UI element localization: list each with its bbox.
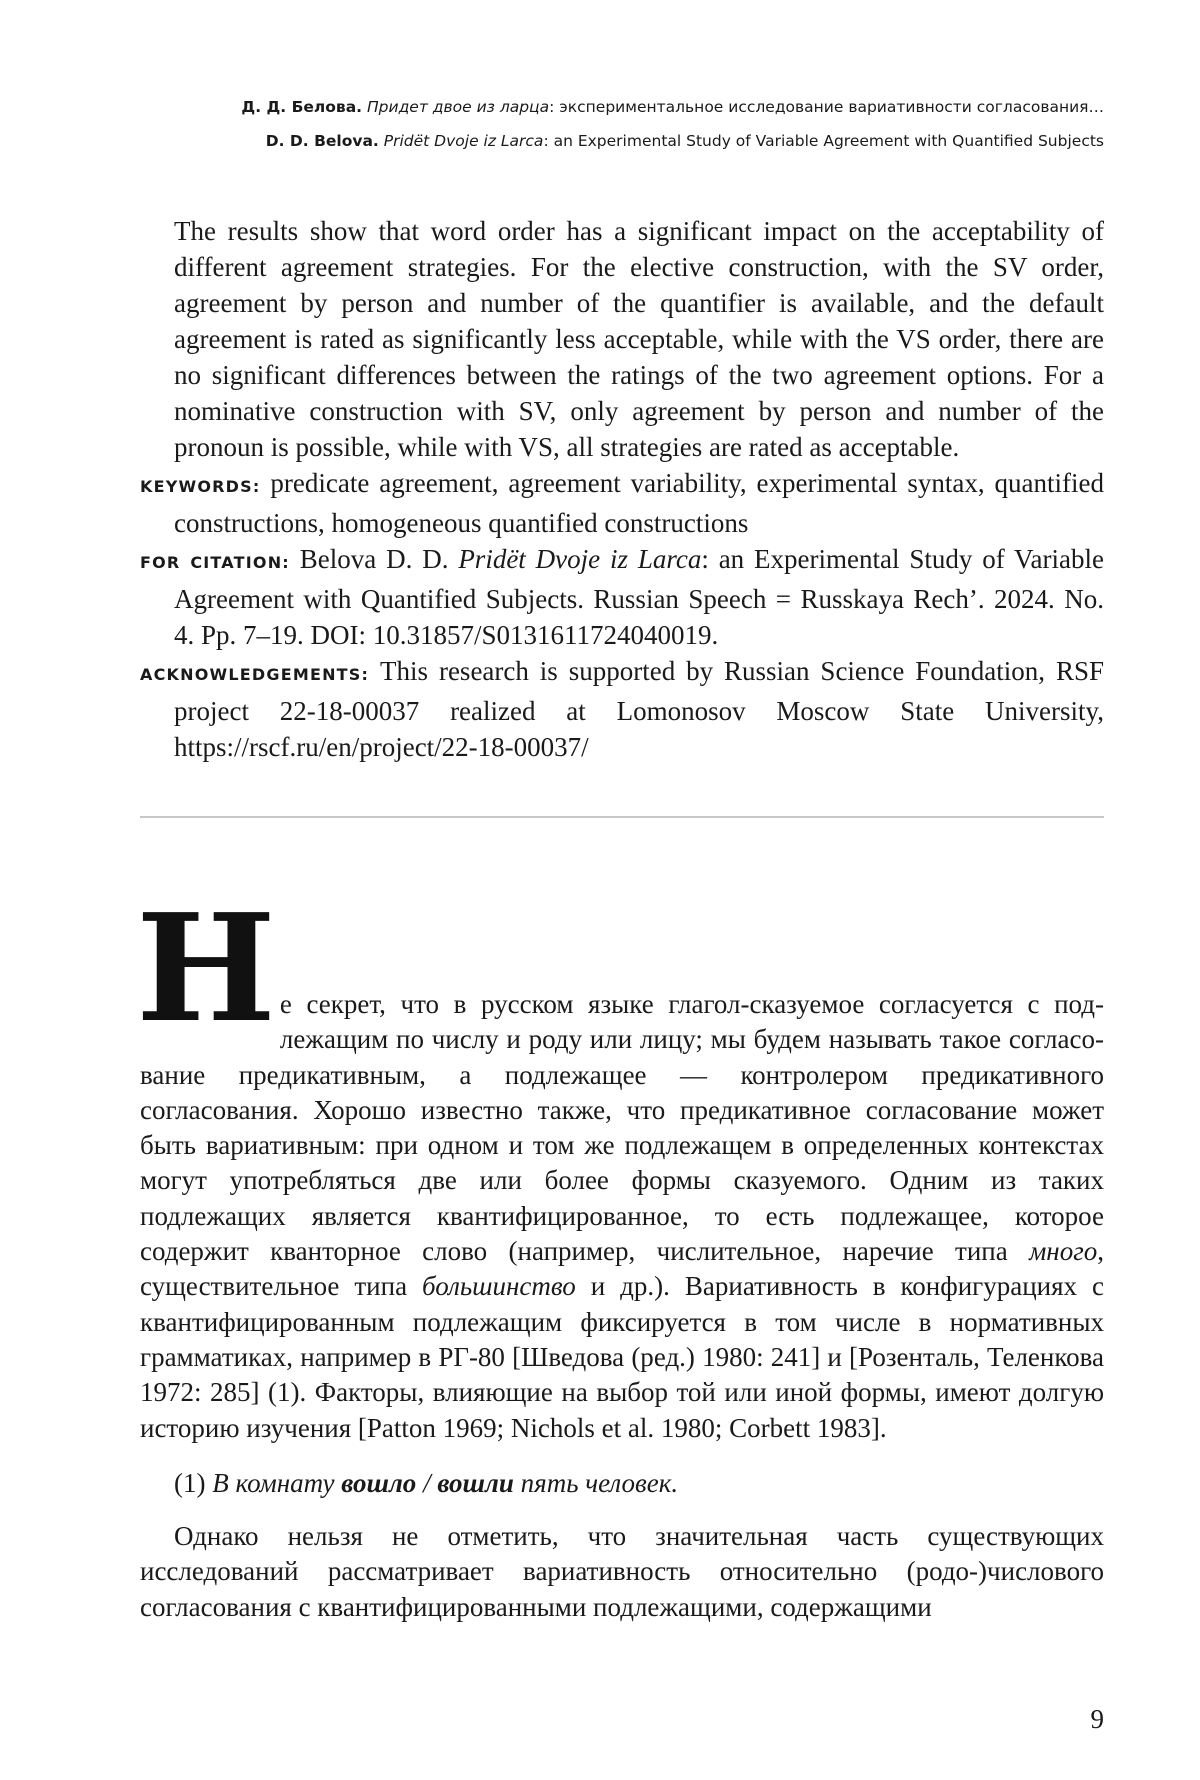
acknowledgements-entry: ACKNOWLEDGEMENTS: This research is supported by Russian Science Foundation, RSF project 22-18-00037 realized at Lomonosov Moscow State University, https://rscf.ru/en/project/22-18-00037/ bbox=[140, 656, 1104, 762]
running-head-en-title-rest: : an Experimental Study of Variable Agreement with Quantified Subjects bbox=[543, 132, 1104, 150]
example-number: (1) bbox=[174, 1467, 213, 1498]
article-body bbox=[136, 881, 1104, 1625]
section-divider bbox=[140, 816, 1104, 818]
keywords-text: predicate agreement, agreement variability, experimental syntax, quantified constructions, homogeneous quantified constructions bbox=[174, 468, 1104, 538]
running-head-en-author: D. D. Belova. bbox=[265, 132, 379, 150]
running-head-ru-author: Д. Д. Белова. bbox=[241, 98, 363, 116]
abstract bbox=[140, 213, 1104, 765]
citation-post: : an Experimental Study of Variable Agreement with Quantified Subjects. Russian Speech = Russkaya Rech’. 2024. No. 4. Pp. 7–19. DOI: 10.31857/S0131611724040019. bbox=[174, 544, 1104, 650]
example-1 bbox=[174, 1466, 1104, 1501]
example-b2: вошли bbox=[437, 1467, 514, 1498]
keywords-label: KEYWORDS bbox=[140, 477, 253, 496]
page-number: 9 bbox=[1090, 1704, 1104, 1734]
running-head-ru-title-rest: : экспериментальное исследование вариативности согласования… bbox=[549, 98, 1104, 116]
running-head-en-title-italic: Pridёt Dvoje iz Larca bbox=[383, 132, 544, 150]
citation-label: FOR CITATION bbox=[140, 553, 283, 572]
body-p1-a: е секрет, что в русском языке глагол-сказуемое согласуется с подлежащим по числу и роду или лицу; мы будем называть такое согласование предикативным, а подлежащее — контролером предикативного согласования. Хорошо известно также, что предикативное согласование может быть вариативным: при одном и том же подлежащем в определенных контекстах могут употребляться две или более формы сказуемого. Одним из таких подлежащих является квантифицированное, то есть подлежащее, которое содержит кванторное слово (например, числительное, наречие типа bbox=[140, 989, 1104, 1267]
keywords-entry: KEYWORDS: predicate agreement, agreement variability, experimental syntax, quantified constructions, homogeneous quantified constructions bbox=[140, 468, 1104, 538]
body-p1-c: и др.). Вариативность в конфигурациях с квантифицированным подлежащим фиксируется в том числе в нормативных грамматиках, например в РГ-80 [Шведова (ред.) 1980: 241] и [Розенталь, Теленкова 1972: 285] (1). Факторы, влияющие на выбор той или иной формы, имеют долгую историю изучения [Patton 1969; Nichols et al. 1980; Corbett 1983]. bbox=[140, 1271, 1104, 1443]
example-sep: / bbox=[416, 1467, 438, 1498]
running-head-ru bbox=[241, 90, 1104, 124]
acknowledgements-text: This research is supported by Russian Science Foundation, RSF project 22-18-00037 realized at Lomonosov Moscow State University, https://rscf.ru/en/project/22-18-00037/ bbox=[174, 656, 1104, 762]
citation-pre: Belova D. D. bbox=[299, 544, 459, 574]
citation-italic: Pridёt Dvoje iz Larca bbox=[458, 544, 702, 574]
body-p1-b: , существительное типа bbox=[140, 1236, 1104, 1302]
drop-cap: Н bbox=[136, 881, 276, 1055]
running-head-ru-title-italic: Придет двое из ларца bbox=[367, 98, 550, 116]
running-head bbox=[241, 90, 1104, 158]
body-paragraph-2: Однако нельзя не отметить, что значительная часть существующих исследований рассматривает вариативность относительно (родо-)числового согласования с квантифицированными подлежащими, содержащими bbox=[140, 1521, 1104, 1622]
example-a: В комнату bbox=[212, 1467, 342, 1498]
body-p1-em2: большинство bbox=[422, 1271, 576, 1302]
running-head-en bbox=[241, 124, 1104, 158]
body-paragraph-1 bbox=[140, 987, 1104, 1446]
abstract-results: The results show that word order has a significant impact on the acceptability of different agreement strategies. For the elective construction, with the SV order, agreement by person and number of the quantifier is available, and the default agreement is rated as significantly less acceptable, while with the VS order, there are no significant differences between the ratings of the two agreement options. For a nominative construction with SV, only agreement by person and number of the pronoun is possible, while with VS, all strategies are rated as acceptable. bbox=[174, 216, 1104, 462]
example-b1: вошло bbox=[341, 1467, 417, 1498]
acknowledgements-label: ACKNOWLEDGEMENTS bbox=[140, 665, 362, 684]
body-p1-em1: много bbox=[1029, 1236, 1098, 1267]
citation-entry: FOR CITATION: Belova D. D. Pridёt Dvoje iz Larca: an Experimental Study of Variable Agreement with Quantified Subjects. Russian Speech = Russkaya Rech’. 2024. No. 4. Pp. 7–19. DOI: 10.31857/S0131611724040019. bbox=[140, 544, 1104, 650]
example-c: пять человек. bbox=[513, 1467, 679, 1498]
